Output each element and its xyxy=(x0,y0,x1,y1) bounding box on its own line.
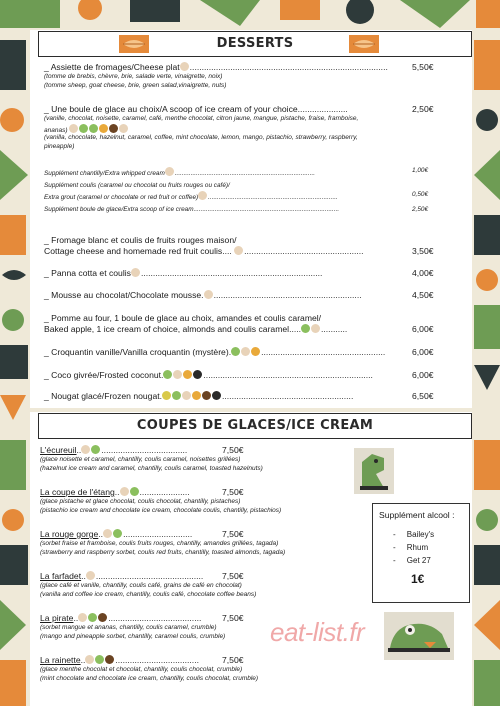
desserts-title: DESSERTS xyxy=(216,36,294,51)
list-item: La pirate.. ....................................... xyxy=(40,613,202,623)
description-fr: (glace noisette et caramel, chantilly, coulis caramel, noisettes grillées) xyxy=(40,456,241,463)
description-fr: (sorbet mangue et ananas, chantilly, coulis caramel, crumble) xyxy=(40,624,217,631)
price: 7,50€ xyxy=(222,487,244,497)
list-item: La farfadet.. ............................................. xyxy=(40,571,204,581)
description-fr: (tomme de brebis, chèvre, brie, salade verte, vinaigrette, noix) xyxy=(44,73,223,80)
description-en: (mango and pineapple sorbet, chantilly, caramel coulis, crumble) xyxy=(40,633,226,640)
description-fr: (glace menthe chocolat et chocolat, chantilly, coulis chocolat, crumble) xyxy=(40,666,243,673)
list-item: - Bailey's xyxy=(393,530,435,539)
price: 6,00€ xyxy=(412,324,434,334)
price: 7,50€ xyxy=(222,571,244,581)
price: 7,50€ xyxy=(222,655,244,665)
price: 6,00€ xyxy=(412,347,434,357)
list-item: Cottage cheese and homemade red fruit coulis.... .................................................. xyxy=(44,246,364,256)
price: 4,50€ xyxy=(412,290,434,300)
description-en: pineapple) xyxy=(44,143,75,150)
supplement-item: Supplément coulis (caramel ou chocolat ou fruits rouges ou café)/ xyxy=(44,182,230,189)
list-item: _ Fromage blanc et coulis de fruits rouges maison/ xyxy=(44,235,237,245)
price: 0,50€ xyxy=(412,191,428,198)
lactose-icon xyxy=(180,62,189,71)
list-item: L'écureuil.. .................................... xyxy=(40,445,188,455)
alcohol-price: 1€ xyxy=(411,572,425,586)
list-item: _ Une boule de glace au choix/A scoop of ice cream of your choice..................... xyxy=(44,104,348,114)
price: 1,00€ xyxy=(412,167,428,174)
price: 3,50€ xyxy=(412,246,434,256)
watermark: eat-list.fr xyxy=(270,617,365,647)
description-en: (pistachio ice cream and chocolate ice cream, chocolate coulis, chantilly, pistachios) xyxy=(40,507,282,514)
description-fr: ananas) xyxy=(44,124,129,135)
description-en: (vanilla, chocolate, hazelnut, caramel, coffee, mint chocolate, lemon, mango, pistachio, strawberry, raspberry, xyxy=(44,134,358,141)
list-item: Baked apple, 1 ice cream of choice, almonds and coulis caramel..... ........... xyxy=(44,324,348,334)
description-en: (mint chocolate and chocolate ice cream, chantilly, coulis chocolat, crumble) xyxy=(40,675,259,682)
price: 7,50€ xyxy=(222,529,244,539)
alcohol-title: Supplément alcool : xyxy=(379,510,455,520)
description-en: (strawberry and raspberry sorbet, coulis red fruits, chantilly, toasted almonds, tagada) xyxy=(40,549,286,556)
description-en: (hazelnut ice cream and caramel, chantilly, coulis caramel, toasted hazelnuts) xyxy=(40,465,263,472)
supplement-item: Supplément boule de glace/Extra scoop of ice cream.................................................................................. xyxy=(44,206,340,213)
description-fr: (glace café et vanille, chantilly, coulis café, grains de café en chocolat) xyxy=(40,582,242,589)
price: 7,50€ xyxy=(222,445,244,455)
price: 6,00€ xyxy=(412,370,434,380)
supplement-item: Extra grout (caramel or chocolate or red fruit or coffee) ......................................................................... xyxy=(44,191,338,201)
list-item: La coupe de l'étang.. ..................... xyxy=(40,487,190,497)
description-en: (vanilla and coffee ice cream, chantilly, coulis café, chocolate coffee beans) xyxy=(40,591,257,598)
list-item: La rouge gorge.. ............................. xyxy=(40,529,193,539)
squirrel-icon xyxy=(354,448,394,494)
price: 5,50€ xyxy=(412,62,434,72)
alcohol-supplement-box xyxy=(372,503,470,603)
price: 2,50€ xyxy=(412,206,428,213)
list-item: _ Pomme au four, 1 boule de glace au choix, amandes et coulis caramel/ xyxy=(44,313,322,323)
supplement-item: Supplément chantilly/Extra whipped cream ............................................................................... xyxy=(44,167,315,177)
list-item: _ Panna cotta et coulis ............................................................................ xyxy=(44,268,323,278)
desserts-header xyxy=(38,31,472,57)
description-fr: (vanille, chocolat, noisette, caramel, café, menthe chocolat, citron jaune, mangue, pistache, fraise, framboise, xyxy=(44,115,359,122)
price: 7,50€ xyxy=(222,613,244,623)
frog-icon xyxy=(384,612,454,660)
price: 4,00€ xyxy=(412,268,434,278)
description-fr: (glace pistache et glace chocolat, coulis chocolat, chantilly, pistaches) xyxy=(40,498,241,505)
list-item: - Get 27 xyxy=(393,556,431,565)
leaf-icon xyxy=(349,35,379,53)
list-item: _ Assiette de fromages/Cheese plat ................................................................................... xyxy=(44,62,388,72)
price: 6,50€ xyxy=(412,391,434,401)
list-item: _ Mousse au chocolat/Chocolate mousse. .............................................................. xyxy=(44,290,362,300)
list-item: La rainette.. ................................... xyxy=(40,655,199,665)
coupes-title: COUPES DE GLACES/ICE CREAM xyxy=(136,418,374,433)
list-item: _ Croquantin vanille/Vanilla croquantin (mystère). .................................................... xyxy=(44,347,386,357)
description-en: (tomme sheep, goat cheese, brie, green salad,vinaigrette, nuts) xyxy=(44,82,227,89)
list-item: _ Coco givrée/Frosted coconut. ....................................................................... xyxy=(44,370,373,380)
list-item: _ Nougat glacé/Frozen nougat. ....................................................... xyxy=(44,391,354,401)
description-fr: (sorbet fraise et framboise, coulis fruits rouges, chantilly, amandes grillées, tagada) xyxy=(40,540,279,547)
price: 2,50€ xyxy=(412,104,434,114)
list-item: - Rhum xyxy=(393,543,429,552)
coupes-header xyxy=(38,413,472,439)
